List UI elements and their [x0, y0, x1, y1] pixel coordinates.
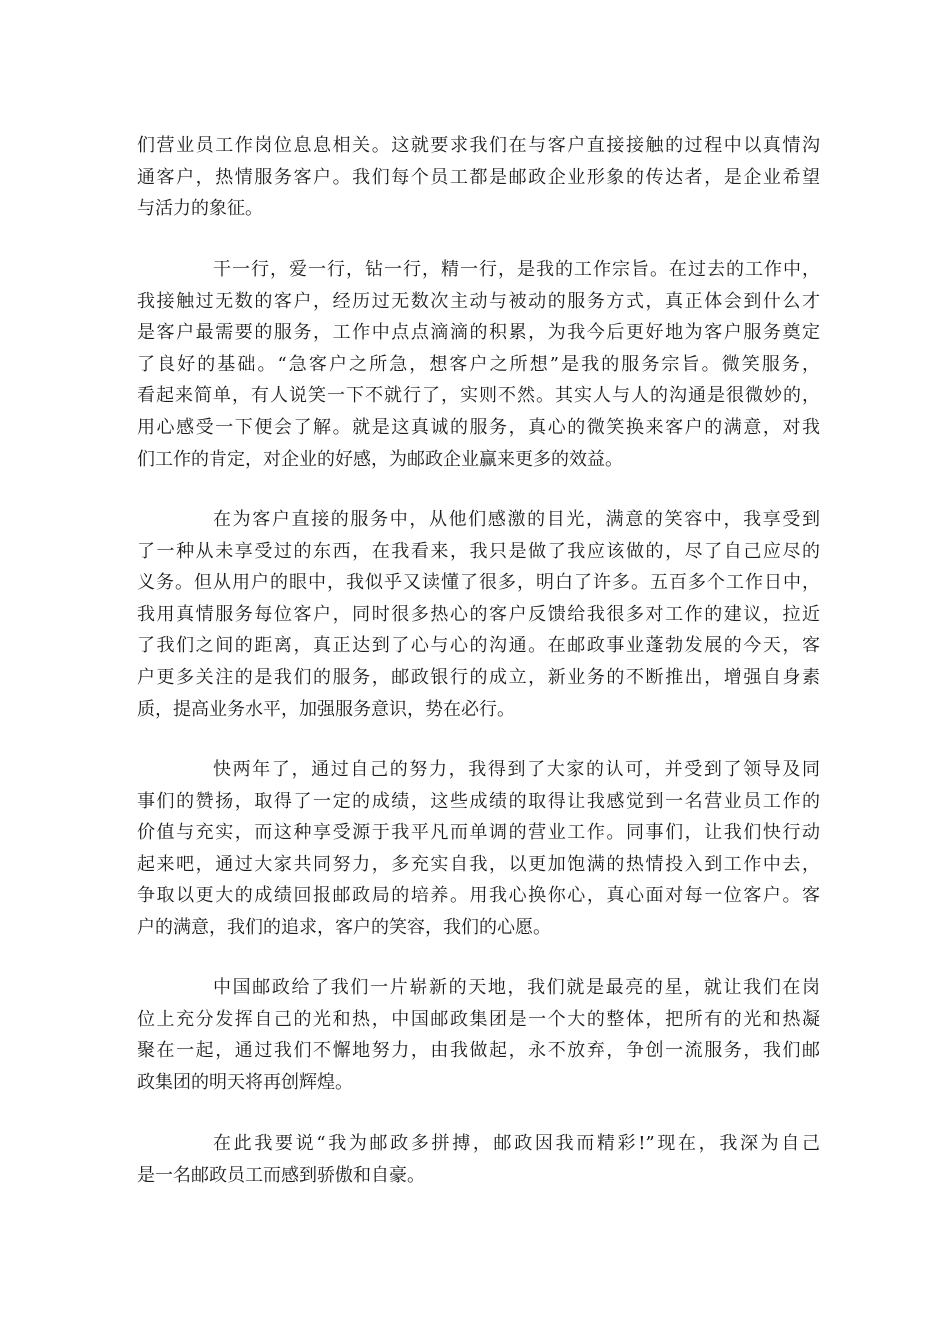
paragraph-line: 是客户最需要的服务，工作中点点滴滴的积累，为我今后更好地为客户服务奠定	[137, 322, 820, 344]
paragraph-6	[137, 1128, 820, 1191]
paragraph-line: 政集团的明天将再创辉煌。	[137, 1071, 353, 1093]
paragraph-line: 是一名邮政员工而感到骄傲和自豪。	[137, 1164, 425, 1186]
paragraph-line: 了我们之间的距离，真正达到了心与心的沟通。在邮政事业蓬勃发展的今天，客	[137, 635, 820, 657]
paragraph-line: 我接触过无数的客户，经历过无数次主动与被动的服务方式，真正体会到什么才	[137, 290, 820, 312]
paragraph-1	[137, 130, 820, 225]
paragraph-line: 争取以更大的成绩回报邮政局的培养。用我心换你心，真心面对每一位客户。客	[137, 885, 820, 907]
paragraph-line: 看起来简单，有人说笑一下不就行了，实则不然。其实人与人的沟通是很微妙的，	[137, 385, 820, 407]
paragraph-line: 事们的赞扬，取得了一定的成绩，这些成绩的取得让我感觉到一名营业员工作的	[137, 790, 820, 812]
paragraph-line: 中国邮政给了我们一片崭新的天地，我们就是最亮的星，就让我们在岗	[213, 977, 820, 998]
paragraph-line: 位上充分发挥自己的光和热，中国邮政集团是一个大的整体，把所有的光和热凝	[137, 1008, 820, 1030]
paragraph-line: 在为客户直接的服务中，从他们感激的目光，满意的笑容中，我享受到	[213, 509, 820, 530]
paragraph-line: 质，提高业务水平，加强服务意识，势在必行。	[137, 698, 515, 720]
paragraph-line: 通客户，热情服务客户。我们每个员工都是邮政企业形象的传达者，是企业希望	[137, 166, 820, 188]
paragraph-line: 起来吧，通过大家共同努力，多充实自我，以更加饱满的热情投入到工作中去，	[137, 853, 820, 875]
paragraph-line: 快两年了，通过自己的努力，我得到了大家的认可，并受到了领导及同	[213, 759, 820, 780]
paragraph-line: 在此我要说“我为邮政多拼搏，邮政因我而精彩!”现在，我深为自己	[213, 1133, 820, 1154]
paragraph-line: 户更多关注的是我们的服务，邮政银行的成立，新业务的不断推出，增强自身素	[137, 666, 820, 688]
paragraph-line: 们营业员工作岗位息息相关。这就要求我们在与客户直接接触的过程中以真情沟	[137, 135, 820, 156]
paragraph-line: 聚在一起，通过我们不懈地努力，由我做起，永不放弃，争创一流服务，我们邮	[137, 1040, 820, 1062]
paragraph-line: 干一行，爱一行，钻一行，精一行，是我的工作宗旨。在过去的工作中，	[213, 259, 820, 280]
paragraph-line: 用心感受一下便会了解。就是这真诚的服务，真心的微笑换来客户的满意，对我	[137, 416, 820, 438]
paragraph-line: 了良好的基础。“急客户之所急，想客户之所想”是我的服务宗旨。微笑服务，	[137, 353, 820, 375]
paragraph-line: 义务。但从用户的眼中，我似乎又读懂了很多，明白了许多。五百多个工作日中，	[137, 572, 820, 594]
paragraph-line: 们工作的肯定，对企业的好感，为邮政企业赢来更多的效益。	[137, 448, 623, 470]
paragraph-line: 我用真情服务每位客户，同时很多热心的客户反馈给我很多对工作的建议，拉近	[137, 603, 820, 625]
paragraph-4	[137, 754, 820, 944]
paragraph-3	[137, 504, 820, 725]
paragraph-5	[137, 972, 820, 1098]
paragraph-line: 户的满意，我们的追求，客户的笑容，我们的心愿。	[137, 916, 551, 938]
paragraph-2	[137, 254, 820, 475]
paragraph-line: 与活力的象征。	[137, 198, 263, 220]
paragraph-line: 价值与充实，而这种享受源于我平凡而单调的营业工作。同事们，让我们快行动	[137, 822, 820, 844]
paragraph-line: 了一种从未享受过的东西，在我看来，我只是做了我应该做的，尽了自己应尽的	[137, 540, 820, 562]
